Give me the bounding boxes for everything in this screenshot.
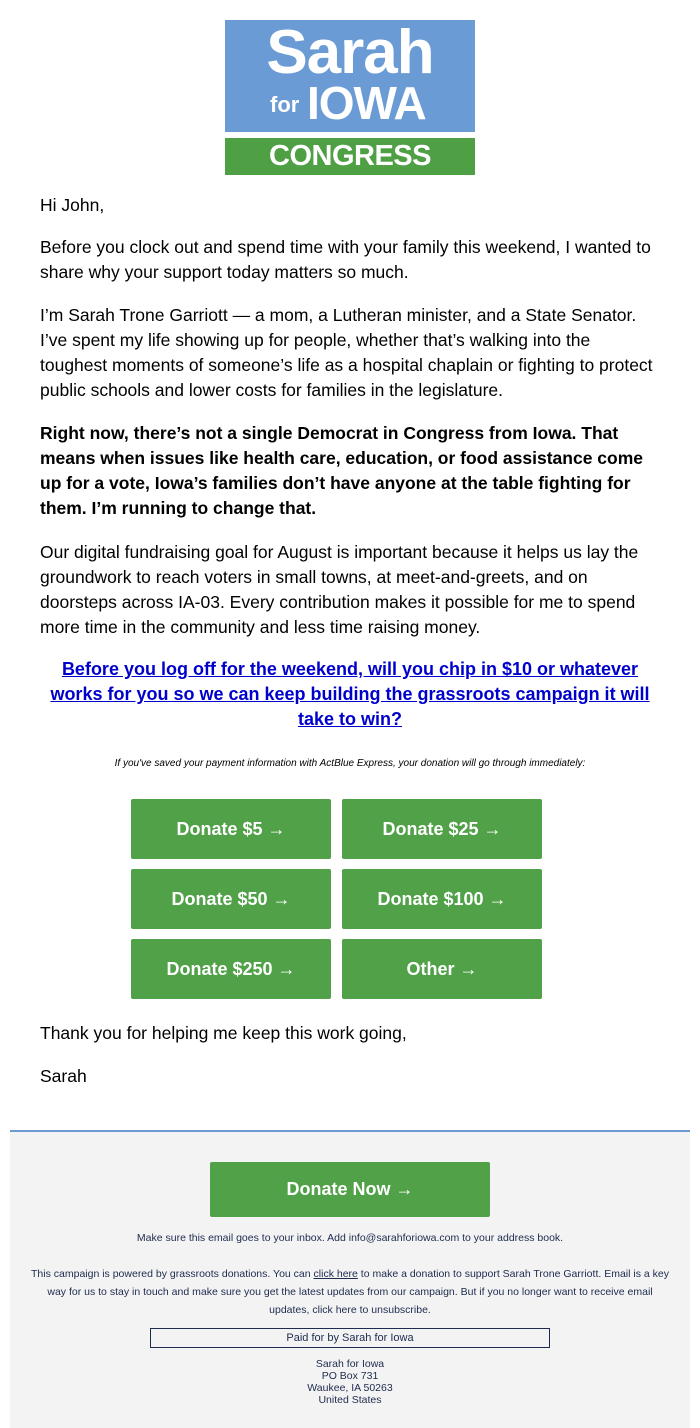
paragraph-intro: Before you clock out and spend time with your family this weekend, I wanted to share why your support today matters so much. [40, 237, 651, 282]
mailing-address [30, 1358, 670, 1406]
paragraph-bio: I’m Sarah Trone Garriott — a mom, a Lutheran minister, and a State Senator. I’ve spent my life showing up for people, whether that’s walking into the toughest moments of someone’s life as a hospital chaplain or fighting to protect public schools and lower costs for families in the legislature. [40, 305, 653, 400]
address-line: United States [318, 1394, 382, 1406]
powered-by-text [30, 1265, 670, 1319]
address-line: Waukee, IA 50263 [307, 1382, 393, 1394]
paid-for-box: Paid for by Sarah for Iowa [150, 1328, 550, 1348]
paragraph-goal: Our digital fundraising goal for August is important because it helps us lay the groundwork to reach voters in small towns, at meet-and-greets, and on doorsteps across IA-03. Every contribution makes it possible for me to spend more time in the community and less time raising money. [40, 542, 639, 637]
closing-line: Thank you for helping me keep this work going, [40, 1023, 407, 1043]
donate-250-button[interactable]: Donate $250 → [131, 939, 331, 999]
logo-bottom-band [225, 138, 475, 175]
address-line: PO Box 731 [321, 1370, 379, 1382]
logo-top-band [225, 20, 475, 132]
click-here-link[interactable]: click here [313, 1268, 358, 1280]
paragraph-emphasis: Right now, there’s not a single Democrat in Congress from Iowa. That means when issues like health care, education, or food assistance come up for a vote, Iowa’s families don’t have anyone at the table fighting for them. I’m running to change that. [40, 423, 643, 518]
donate-now-button[interactable]: Donate Now → [210, 1162, 490, 1217]
email-footer [10, 1130, 690, 1428]
inbox-note: Make sure this email goes to your inbox. Add info@sarahforiowa.com to your address book. [136, 1232, 564, 1244]
donate-50-button[interactable]: Donate $50 → [131, 869, 331, 929]
donate-25-button[interactable]: Donate $25 → [342, 799, 542, 859]
campaign-logo [225, 20, 475, 175]
donate-5-button[interactable]: Donate $5 → [131, 799, 331, 859]
actblue-express-note: If you've saved your payment information with ActBlue Express, your donation will go through immediately: [114, 758, 586, 769]
greeting: Hi John, [40, 195, 105, 215]
logo-name: Sarah [266, 18, 434, 87]
donate-cta-link[interactable]: Before you log off for the weekend, will you chip in $10 or whatever works for you so we can keep building the grassroots campaign it will take to win? [50, 659, 650, 729]
address-line: Sarah for Iowa [315, 1358, 385, 1370]
logo-office: CONGRESS [269, 140, 431, 172]
logo-for: for [270, 92, 300, 117]
donate-100-button[interactable]: Donate $100 → [342, 869, 542, 929]
powered-by-pre: This campaign is powered by grassroots donations. You can [31, 1268, 314, 1280]
signature: Sarah [40, 1066, 87, 1086]
logo-state: IOWA [307, 77, 426, 129]
donate-other-button[interactable]: Other → [342, 939, 542, 999]
powered-by-post: to make a donation to support Sarah Trone Garriott. Email is a key way for us to stay in touch and make sure you get the latest updates from our campaign. But if you no longer want to receive email updates, click here to unsubscribe. [47, 1268, 669, 1316]
